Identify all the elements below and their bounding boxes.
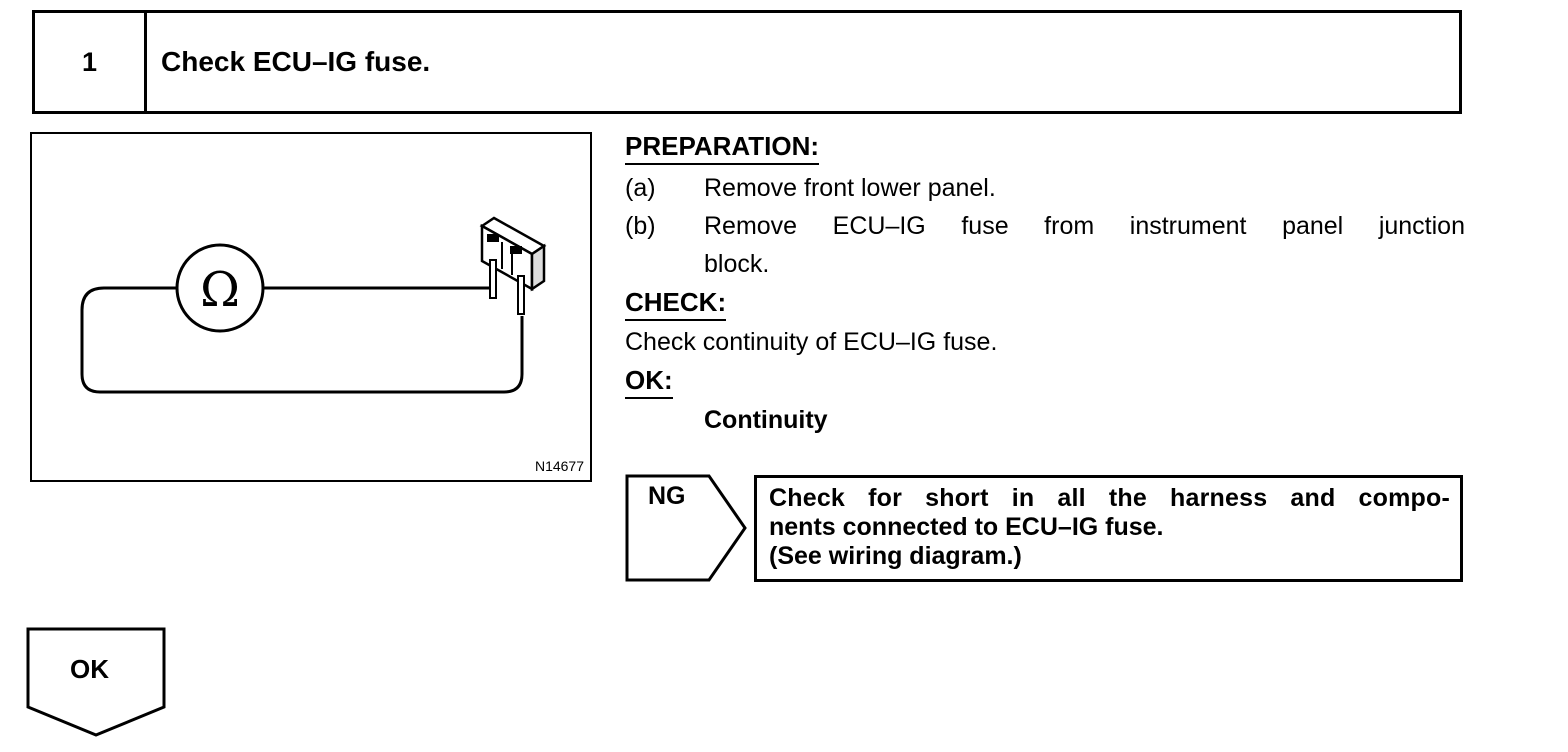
step-header <box>32 10 1462 114</box>
step-title: Check ECU–IG fuse. <box>161 46 431 77</box>
item-marker: (b) <box>625 212 656 240</box>
fuse-icon <box>482 218 544 314</box>
ng-action-box <box>754 475 1463 582</box>
preparation-heading: PREPARATION: <box>625 130 819 165</box>
ok-flow-label: OK <box>70 654 109 684</box>
ok-spec-value: Continuity <box>704 406 828 434</box>
ng-action-line-1: Check for short in all the harness and compo- <box>769 484 1450 512</box>
item-marker: (a) <box>625 174 656 202</box>
step-number: 1 <box>35 13 147 111</box>
ng-label: NG <box>648 482 686 510</box>
item-text: Remove front lower panel. <box>704 174 996 202</box>
ok-heading: OK: <box>625 364 673 399</box>
item-text: Remove ECU–IG fuse from instrument panel junction <box>704 212 1465 240</box>
ohmmeter-fuse-diagram <box>32 134 594 484</box>
test-lead-wire <box>82 288 522 392</box>
check-text: Check continuity of ECU–IG fuse. <box>625 328 998 356</box>
preparation-item-b-continued: block. <box>704 250 770 278</box>
fuse-continuity-illustration <box>30 132 592 482</box>
figure-code: N14677 <box>534 458 584 474</box>
check-heading: CHECK: <box>625 286 726 321</box>
ng-arrow-icon <box>625 474 749 584</box>
ng-action-line-2: nents connected to ECU–IG fuse. <box>769 513 1164 541</box>
ng-action-line-3: (See wiring diagram.) <box>769 542 1022 570</box>
ohm-symbol: Ω <box>200 262 240 318</box>
